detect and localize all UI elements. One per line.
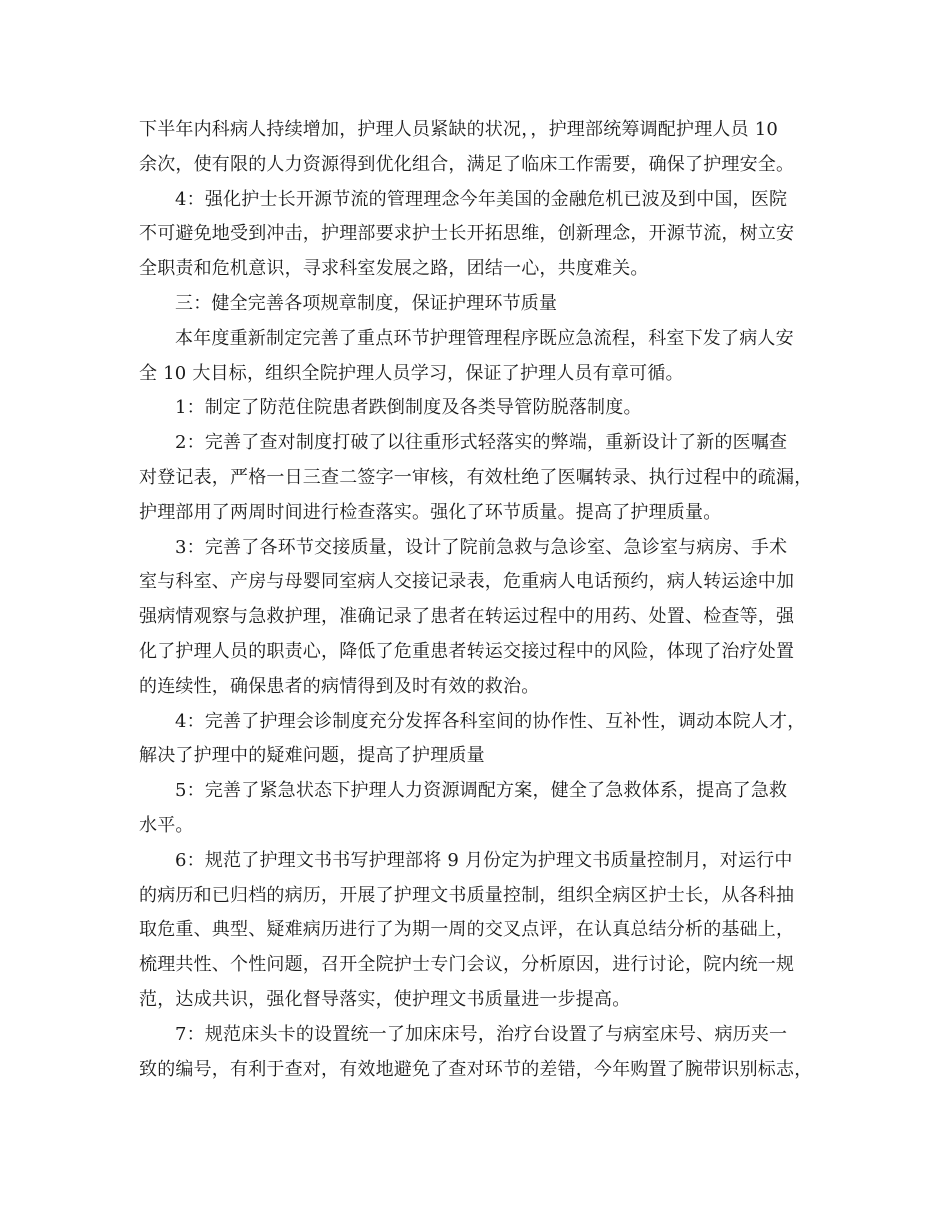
text-line: 全职责和危机意识，寻求科室发展之路，团结一心，共度难关。 — [139, 258, 649, 280]
text-line: 2：完善了查对制度打破了以往重形式轻落实的弊端，重新设计了新的医嘱查 — [175, 432, 788, 454]
text-line: 化了护理人员的职责心，降低了危重患者转运交接过程中的风险，体现了治疗处置 — [139, 640, 795, 662]
text-line: 水平。 — [139, 814, 194, 836]
text-line: 解决了护理中的疑难问题，提高了护理质量 — [139, 745, 485, 767]
text-line: 致的编号，有利于查对，有效地避免了查对环节的差错，今年购置了腕带识别标志， — [139, 1058, 813, 1080]
text-line: 不可避免地受到冲击，护理部要求护士长开拓思维，创新理念，开源节流，树立安 — [139, 223, 795, 245]
text-line: 5：完善了紧急状态下护理人力资源调配方案，健全了急救体系，提高了急救 — [175, 780, 788, 802]
text-line: 范，达成共识，强化督导落实，使护理文书质量进一步提高。 — [139, 988, 631, 1010]
text-line: 1：制定了防范住院患者跌倒制度及各类导管防脱落制度。 — [175, 397, 642, 419]
text-line: 室与科室、产房与母婴同室病人交接记录表，危重病人电话预约，病人转运途中加 — [139, 571, 795, 593]
text-line: 余次，使有限的人力资源得到优化组合，满足了临床工作需要，确保了护理安全。 — [139, 153, 795, 175]
document-body — [139, 113, 829, 1087]
text-line: 强病情观察与急救护理，准确记录了患者在转运过程中的用药、处置、检查等，强 — [139, 606, 795, 628]
text-line: 下半年内科病人持续增加，护理人员紧缺的状况，，护理部统筹调配护理人员 10 — [139, 119, 779, 140]
text-line: 6：规范了护理文书书写护理部将 9 月份定为护理文书质量控制月，对运行中 — [175, 849, 793, 871]
text-line: 取危重、典型、疑难病历进行了为期一周的交叉点评，在认真总结分析的基础上， — [139, 919, 795, 941]
text-line: 4：强化护士长开源节流的管理理念今年美国的金融危机已波及到中国，医院 — [175, 188, 788, 210]
text-line: 的病历和已归档的病历，开展了护理文书质量控制，组织全病区护士长，从各科抽 — [139, 884, 795, 906]
text-line: 梳理共性、个性问题，召开全院护士专门会议，分析原因，进行讨论，院内统一规 — [139, 954, 795, 976]
text-line: 护理部用了两周时间进行检查落实。强化了环节质量。提高了护理质量。 — [139, 501, 722, 523]
text-line: 的连续性，确保患者的病情得到及时有效的救治。 — [139, 675, 540, 697]
text-line: 3：完善了各环节交接质量，设计了院前急救与急诊室、急诊室与病房、手术 — [175, 536, 788, 558]
text-line: 三：健全完善各项规章制度，保证护理环节质量 — [175, 292, 558, 314]
text-line: 本年度重新制定完善了重点环节护理管理程序既应急流程，科室下发了病人安 — [175, 327, 794, 349]
text-line: 全 10 大目标，组织全院护理人员学习，保证了护理人员有章可循。 — [139, 362, 684, 384]
text-line: 对登记表，严格一日三查二签字一审核，有效杜绝了医嘱转录、执行过程中的疏漏， — [139, 466, 813, 488]
text-line: 7：规范床头卡的设置统一了加床床号，治疗台设置了与病室床号、病历夹一 — [175, 1023, 788, 1045]
text-line: 4：完善了护理会诊制度充分发挥各科室间的协作性、互补性，调动本院人才， — [175, 710, 806, 732]
